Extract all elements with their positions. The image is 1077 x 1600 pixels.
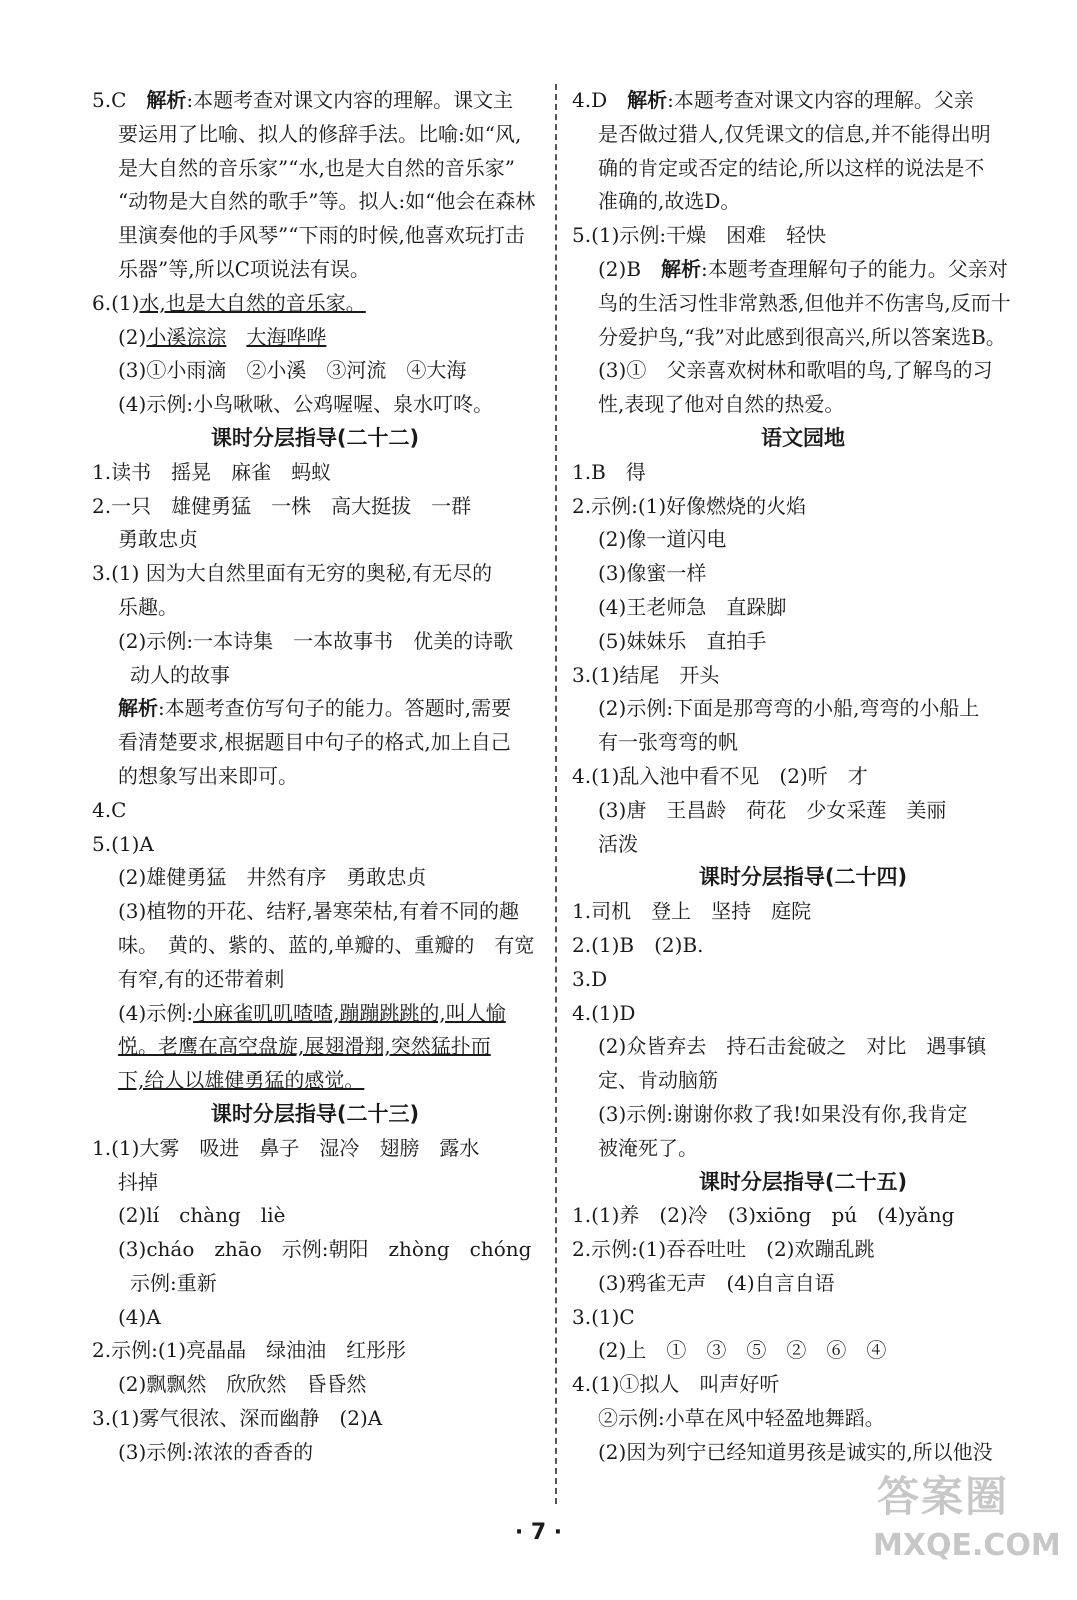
- answer-line: “动物是大自然的歌手”等。拟人:如“他会在森林: [118, 189, 536, 214]
- answer-line: 解析:本题考查仿写句子的能力。答题时,需要: [118, 696, 512, 721]
- answer-line: 性,表现了他对自然的热爱。: [598, 392, 845, 417]
- answer-line: (3)示例:浓浓的香香的: [118, 1439, 314, 1464]
- answer-line: 是否做过猎人,仅凭课文的信息,并不能得出明: [598, 121, 991, 146]
- answer-line: 5.(1)A: [92, 831, 154, 856]
- answer-line: 乐器”等,所以C项说法有误。: [118, 256, 370, 281]
- answer-line: 1.(1)养 (2)冷 (3)xiōng pú (4)yǎng: [572, 1203, 955, 1228]
- answer-line: (3)唐 王昌龄 荷花 少女采莲 美丽: [598, 797, 947, 822]
- answer-line: 6.(1)水,也是大自然的音乐家。: [92, 290, 366, 315]
- answer-line: 的想象写出来即可。: [118, 763, 298, 788]
- answer-line: 里演奏他的手风琴”“下雨的时候,他喜欢玩打击: [118, 223, 525, 248]
- answer-line: 悦。老鹰在高空盘旋,展翅滑翔,突然猛扑而: [118, 1034, 491, 1059]
- answer-line: (2)像一道闪电: [598, 527, 727, 552]
- section-heading: 课时分层指导(二十二): [210, 425, 420, 450]
- answer-line: 1.司机 登上 坚持 庭院: [572, 899, 812, 924]
- answer-line: (3)植物的开花、结籽,暑寒荣枯,有着不同的趣: [118, 899, 520, 924]
- answer-line: 确的肯定或否定的结论,所以这样的说法是不: [598, 155, 985, 180]
- answer-line: 看清楚要求,根据题目中句子的格式,加上自己: [118, 730, 511, 755]
- answer-line: (2)雄健勇猛 井然有序 勇敢忠贞: [118, 865, 427, 890]
- answer-line: 下,给人以雄健勇猛的感觉。: [118, 1068, 365, 1093]
- answer-line: 分爱护鸟,“我”对此感到很高兴,所以答案选B。: [598, 324, 1006, 349]
- answer-line: 3.(1)C: [572, 1304, 635, 1329]
- answer-line: 1.(1)大雾 吸进 鼻子 湿冷 翅膀 露水: [92, 1135, 480, 1160]
- answer-line: 定、肯动脑筋: [598, 1068, 718, 1093]
- answer-line: 2.(1)B (2)B.: [572, 932, 704, 957]
- answer-line: (3)① 父亲喜欢树林和歌唱的鸟,了解鸟的习: [598, 358, 993, 383]
- answer-line: 5.C 解析:本题考查对课文内容的理解。课文主: [92, 88, 514, 112]
- page-number: · 7 ·: [514, 1520, 563, 1545]
- section-heading: 课时分层指导(二十三): [210, 1101, 420, 1126]
- answer-line: 3.(1)结尾 开头: [572, 662, 720, 687]
- answer-line: 是大自然的音乐家”“水,也是大自然的音乐家”: [118, 155, 516, 180]
- answer-line: (2)上 ① ③ ⑤ ② ⑥ ④: [598, 1338, 887, 1363]
- answer-line: 3.(1)雾气很浓、深而幽静 (2)A: [92, 1406, 383, 1431]
- left-column: [92, 84, 538, 1470]
- answer-line: (4)示例:小鸟啾啾、公鸡喔喔、泉水叮咚。: [118, 392, 494, 417]
- answer-line: (2)示例:下面是那弯弯的小船,弯弯的小船上: [598, 696, 980, 721]
- answer-line: ②示例:小草在风中轻盈地舞蹈。: [598, 1406, 885, 1431]
- answer-line: (2)飘飘然 欣欣然 昏昏然: [118, 1372, 367, 1397]
- answer-line: (3)①小雨滴 ②小溪 ③河流 ④大海: [118, 358, 467, 383]
- answer-line: 鸟的生活习性非常熟悉,但他并不伤害鸟,反而十: [598, 290, 1011, 315]
- answer-line: 勇敢忠贞: [118, 527, 198, 552]
- right-column: [572, 84, 1034, 1470]
- answer-line: 有窄,有的还带着刺: [118, 966, 285, 991]
- answer-line: 4.(1)乱入池中看不见 (2)听 才: [572, 763, 868, 788]
- answer-line: 4.C: [92, 797, 127, 822]
- answer-line: (3)示例:谢谢你救了我!如果没有你,我肯定: [598, 1101, 968, 1126]
- answer-line: (2)因为列宁已经知道男孩是诚实的,所以他没: [598, 1439, 993, 1464]
- answer-line: 5.(1)示例:干燥 困难 轻快: [572, 223, 827, 248]
- answer-line: (4)示例:小麻雀叽叽喳喳,蹦蹦跳跳的,叫人愉: [118, 1000, 506, 1025]
- watermark-logo: [869, 1458, 1061, 1578]
- answer-line: 3.(1) 因为大自然里面有无穷的奥秘,有无尽的: [92, 561, 493, 586]
- answer-line: 乐趣。: [118, 594, 178, 619]
- answer-line: (3)鸦雀无声 (4)自言自语: [598, 1270, 835, 1295]
- answer-line: (4)王老师急 直跺脚: [598, 594, 787, 619]
- answer-line: 2.示例:(1)好像燃烧的火焰: [572, 493, 807, 518]
- answer-line: (2)众皆弃去 持石击瓮破之 对比 遇事镇: [598, 1034, 987, 1059]
- answer-line: 4.(1)①拟人 叫声好听: [572, 1372, 780, 1397]
- watermark-top-text: 答案圈: [877, 1472, 1010, 1521]
- answer-line: (4)A: [118, 1304, 161, 1329]
- answer-line: 3.D: [572, 966, 608, 991]
- answer-line: 要运用了比喻、拟人的修辞手法。比喻:如“风,: [118, 121, 522, 146]
- answer-line: (2)B 解析:本题考查理解句子的能力。父亲对: [598, 256, 1008, 281]
- answer-line: 1.读书 摇晃 麻雀 蚂蚁: [92, 459, 332, 484]
- answer-line: (2)示例:一本诗集 一本故事书 优美的诗歌: [118, 628, 514, 653]
- answer-line: (2)小溪淙淙 大海哗哗: [118, 324, 327, 349]
- answer-line: 准确的,故选D。: [598, 189, 741, 214]
- answer-line: 2.示例:(1)吞吞吐吐 (2)欢蹦乱跳: [572, 1237, 875, 1262]
- answer-line: 2.一只 雄健勇猛 一株 高大挺拔 一群: [92, 493, 472, 518]
- answer-line: (2)lí chàng liè: [118, 1203, 286, 1228]
- answer-line: 被淹死了。: [598, 1135, 698, 1160]
- section-heading: 课时分层指导(二十四): [698, 865, 908, 890]
- answer-line: 4.(1)D: [572, 1000, 636, 1025]
- answer-line: 味。 黄的、紫的、蓝的,单瓣的、重瓣的 有宽: [118, 932, 535, 957]
- answer-line: 4.D 解析:本题考查对课文内容的理解。父亲: [572, 88, 974, 112]
- section-heading: 课时分层指导(二十五): [698, 1169, 908, 1194]
- answer-line: 动人的故事: [130, 662, 230, 687]
- answer-line: 活泼: [598, 831, 638, 856]
- answer-line: (3)cháo zhāo 示例:朝阳 zhòng chóng: [118, 1237, 532, 1262]
- answer-line: 2.示例:(1)亮晶晶 绿油油 红彤彤: [92, 1338, 407, 1363]
- section-heading: 语文园地: [761, 425, 845, 450]
- answer-line: (3)像蜜一样: [598, 561, 707, 586]
- answer-line: 1.B 得: [572, 459, 646, 484]
- answer-line: (5)妹妹乐 直拍手: [598, 628, 767, 653]
- watermark-bottom-text: MXQE.COM: [873, 1528, 1061, 1563]
- answer-line: 示例:重新: [130, 1270, 217, 1295]
- column-divider: [555, 84, 557, 1504]
- answer-line: 抖掉: [118, 1169, 158, 1194]
- answer-line: 有一张弯弯的帆: [598, 730, 738, 755]
